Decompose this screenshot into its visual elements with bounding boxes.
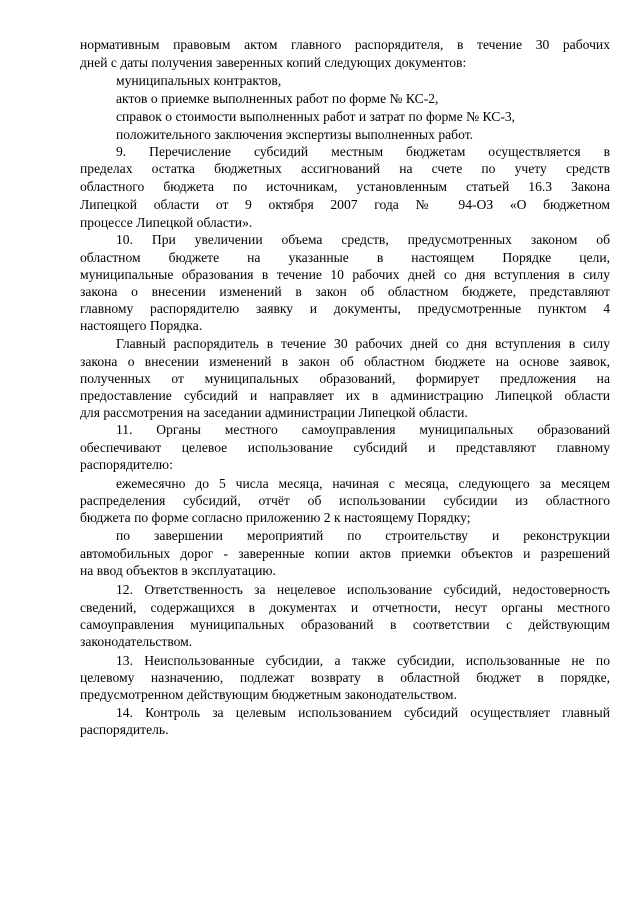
text-line: 13. Неиспользованные субсидии, а также субсидии, использованные не по: [116, 653, 610, 668]
text-line: областном бюджете на указанные в настоящем Порядке цели,: [80, 250, 610, 265]
text-line: распорядителю:: [80, 457, 173, 472]
text-line: самоуправления муниципальных образований в соответствии с действующим: [80, 617, 610, 632]
text-line: 12. Ответственность за нецелевое использование субсидий, недостоверность: [116, 582, 610, 597]
text-line: настоящего Порядка.: [80, 318, 203, 333]
text-line: закона о внесении изменений в закон об областном бюджете, представляют: [80, 284, 610, 299]
text-line: ежемесячно до 5 числа месяца, начиная с месяца, следующего за месяцем: [116, 476, 610, 491]
text-line: сведений, содержащихся в документах и отчетности, несут органы местного: [80, 600, 610, 615]
text-line: автомобильных дорог - заверенные копии актов приемки объектов и разрешений: [80, 546, 610, 561]
text-line: 10. При увеличении объема средств, предусмотренных законом об: [116, 232, 610, 247]
text-line: муниципальных контрактов,: [116, 73, 282, 88]
text-line: нормативным правовым актом главного распорядителя, в течение 30 рабочих: [80, 37, 610, 52]
text-line: актов о приемке выполненных работ по форме № КС-2,: [116, 91, 439, 106]
text-line: распорядитель.: [80, 722, 169, 737]
text-line: для рассмотрения на заседании администрации Липецкой области.: [80, 405, 468, 420]
text-line: по завершении мероприятий по строительству и реконструкции: [116, 528, 610, 543]
text-line: областного бюджета по источникам, установленным статьей 16.3 Закона: [80, 179, 610, 194]
text-line: дней с даты получения заверенных копий следующих документов:: [80, 55, 467, 70]
text-line: предоставление субсидий и направляет их в администрацию Липецкой области: [80, 388, 610, 403]
text-line: Липецкой области от 9 октября 2007 года № 94-ОЗ «О бюджетном: [80, 197, 610, 212]
text-line: распределения субсидий, отчёт об использовании субсидии из областного: [80, 493, 610, 508]
text-line: обеспечивают целевое использование субсидий и представляют главному: [80, 440, 610, 455]
text-line: пределах остатка бюджетных ассигнований на счете по учету средств: [80, 161, 610, 176]
text-line: 11. Органы местного самоуправления муниципальных образований: [116, 422, 610, 437]
text-line: процессе Липецкой области».: [80, 215, 253, 230]
text-line: 9. Перечисление субсидий местным бюджетам осуществляется в: [116, 144, 610, 159]
text-line: муниципальные образования в течение 10 рабочих дней со дня вступления в силу: [80, 267, 610, 282]
text-line: предусмотренном действующим бюджетным законодательством.: [80, 687, 457, 702]
text-line: главному распорядителю заявку и документы, предусмотренные пунктом 4: [80, 301, 610, 316]
text-line: закона о внесении изменений в закон об областном бюджете на основе заявок,: [80, 354, 610, 369]
text-line: бюджета по форме согласно приложению 2 к настоящему Порядку;: [80, 510, 471, 525]
text-line: на ввод объектов в эксплуатацию.: [80, 563, 276, 578]
text-line: законодательством.: [80, 634, 193, 649]
text-line: полученных от муниципальных образований, формирует предложения на: [80, 371, 610, 386]
text-line: справок о стоимости выполненных работ и затрат по форме № КС-3,: [116, 109, 516, 124]
text-line: целевому назначению, подлежат возврату в областной бюджет в порядке,: [80, 670, 610, 685]
text-line: Главный распорядитель в течение 30 рабочих дней со дня вступления в силу: [116, 336, 610, 351]
text-line: 14. Контроль за целевым использованием субсидий осуществляет главный: [116, 705, 610, 720]
text-line: положительного заключения экспертизы выполненных работ.: [116, 127, 474, 142]
